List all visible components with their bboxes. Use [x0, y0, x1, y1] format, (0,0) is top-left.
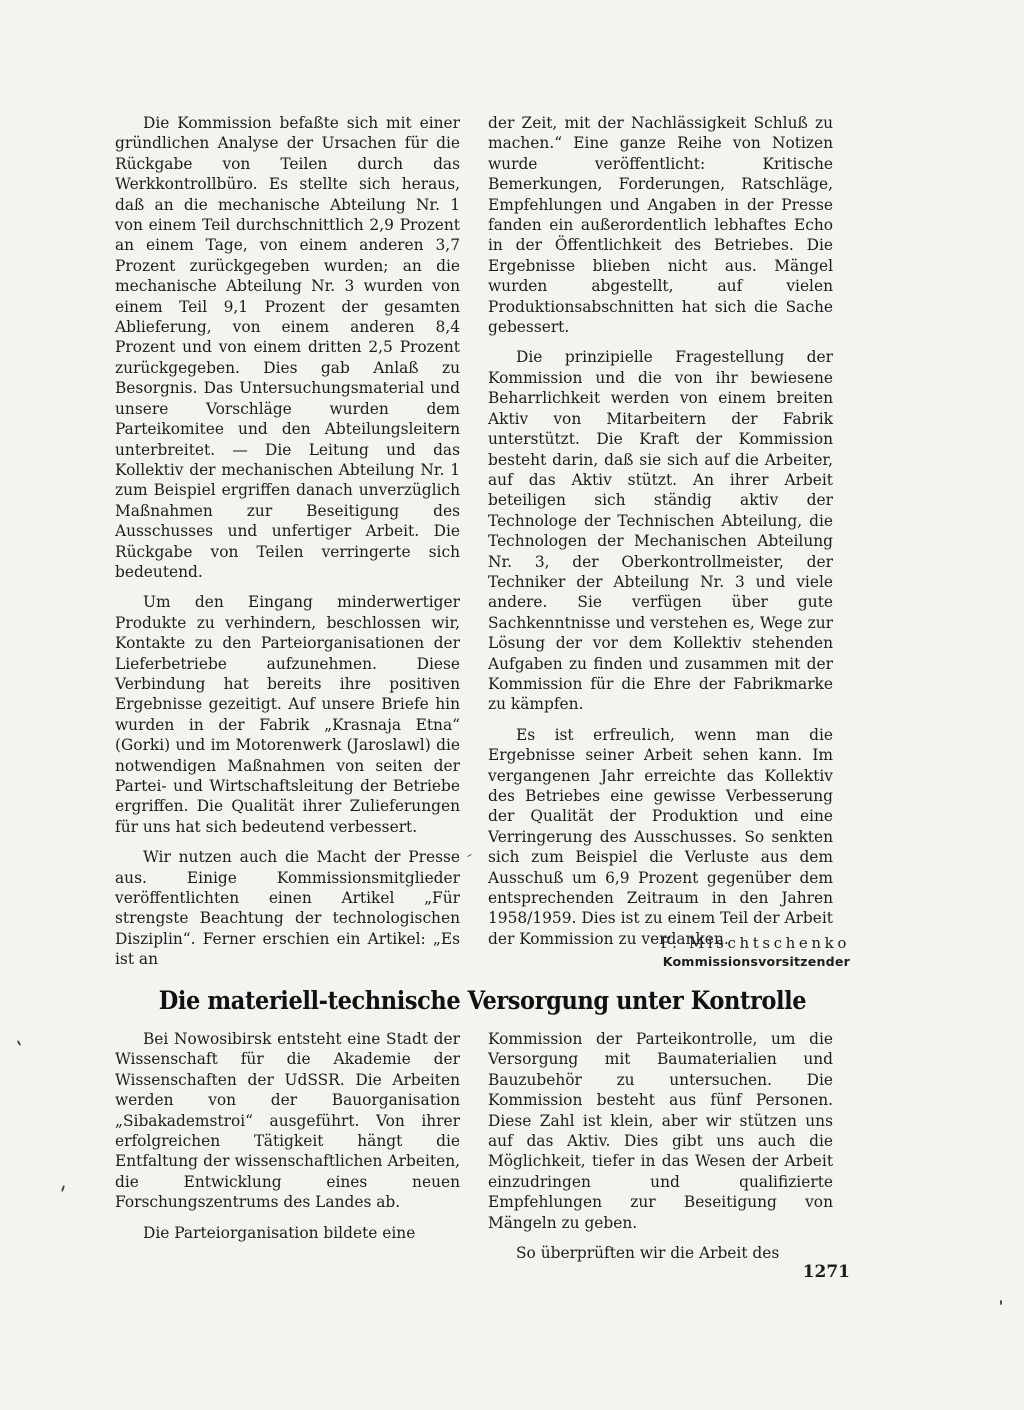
- article1-left-paragraph-2: Um den Eingang minderwertiger Produkte zu verhindern, beschlossen wir, Kontakte zu den Parteiorganisationen der Lieferbetriebe aufzunehmen. Diese Verbindung hat bereits ihre positiven Ergebnisse gezeitigt. Auf unsere Briefe hin wurden in der Fabrik „Krasnaja Etna“ (Gorki) und im Motorenwerk (Jaroslawl) die notwendigen Maßnahmen von seiten der Partei- und Wirtschaftsleitung der Betriebe ergriffen. Die Qualität ihrer Zulieferungen für uns hat sich bedeutend verbessert.: [115, 593, 460, 836]
- article2-right-column: [488, 1029, 833, 1273]
- article2-left-paragraph-1: Bei Nowosibirsk entsteht eine Stadt der Wissenschaft für die Akademie der Wissenschaften der UdSSR. Die Arbeiten werden von der Bauorganisation „Sibakademstroi“ ausgeführt. Von ihrer erfolgreichen Tätigkeit hängt die Entfaltung der wissenschaftlichen Arbeiten, die Entwicklung eines neuen Forschungszentrums des Landes ab.: [115, 1030, 460, 1212]
- article2-left-paragraph-2: Die Parteiorganisation bildete eine: [143, 1223, 416, 1242]
- article2-title: Die materiell-technische Versorgung unter Kontrolle: [158, 986, 807, 1015]
- signature-name: F. Mischtschenko: [660, 934, 850, 952]
- signature-role: Kommissionsvorsitzender: [662, 954, 850, 969]
- article2-right-paragraph-1: Kommission der Parteikontrolle, um die Versorgung mit Baumaterialien und Bauzubehör zu untersuchen. Die Kommission besteht aus fünf Personen. Diese Zahl ist klein, aber wir stützen uns auf das Aktiv. Dies gibt uns auch die Möglichkeit, tiefer in das Wesen der Arbeit einzudringen und qualifizierte Empfehlungen zur Beseitigung von Mängeln zu geben.: [488, 1030, 833, 1232]
- article1-left-paragraph-3: Wir nutzen auch die Macht der Presse aus. Einige Kommissionsmitglieder veröffentlichten einen Artikel „Für strengste Beachtung der technologischen Disziplin“. Ferner erschien ein Artikel: „Es ist an: [115, 848, 460, 969]
- article2-right-paragraph-2: So überprüften wir die Arbeit des: [516, 1244, 780, 1263]
- article1-left-paragraph-1: Die Kommission befaßte sich mit einer gründlichen Analyse der Ursachen für die Rückgabe von Teilen durch das Werkkontrollbüro. Es stellte sich heraus, daß an die mechanische Abteilung Nr. 1 von einem Teil durchschnittlich 2,9 Prozent an einem Tage, von einem anderen 3,7 Prozent zurückgegeben wurden; an die mechanische Abteilung Nr. 3 wurden von einem Teil 9,1 Prozent der gesamten Ablieferung, von einem anderen 8,4 Prozent und von einem dritten 2,5 Prozent zurückgegeben. Dies gab Anlaß zu Besorgnis. Das Untersuchungsmaterial und unsere Vorschläge wurden dem Parteikomitee und den Abteilungsleitern unterbreitet. — Die Leitung und das Kollektiv der mechanischen Abteilung Nr. 1 zum Beispiel ergriffen danach unverzüglich Maßnahmen zur Beseitigung des Ausschusses und unfertiger Arbeit. Die Rückgabe von Teilen verringerte sich bedeutend.: [115, 114, 460, 581]
- scan-speck: [1000, 1300, 1002, 1305]
- article2-left-column: [115, 1029, 460, 1253]
- article1-left-column: [115, 113, 460, 980]
- scan-speck: [17, 1040, 22, 1046]
- scan-speck: [61, 1185, 65, 1192]
- article1-right-paragraph-3: Es ist erfreulich, wenn man die Ergebnisse seiner Arbeit sehen kann. Im vergangenen Jahr erreichte das Kollektiv des Betriebes eine gewisse Verbesserung der Qualität der Produktion und eine Verringerung des Ausschusses. So senkten sich zum Beispiel die Verluste aus dem Ausschuß um 6,9 Prozent gegenüber dem entsprechenden Zeitraum in den Jahren 1958/1959. Dies ist zu einem Teil der Arbeit der Kommission zu verdanken.: [488, 725, 833, 948]
- page-number: 1271: [802, 1262, 850, 1282]
- article1-right-paragraph-1: der Zeit, mit der Nachlässigkeit Schluß zu machen.“ Eine ganze Reihe von Notizen wurde veröffentlicht: Kritische Bemerkungen, Forderungen, Ratschläge, Empfehlungen und Angaben in der Presse fanden ein außerordentlich lebhaftes Echo in der Öffentlichkeit des Betriebes. Die Ergebnisse blieben nicht aus. Mängel wurden abgestellt, auf vielen Produktionsabschnitten hat sich die Sache gebessert.: [488, 114, 833, 337]
- article1-right-paragraph-2: Die prinzipielle Fragestellung der Kommission und die von ihr bewiesene Beharrlichkeit werden von einem breiten Aktiv von Mitarbeitern der Fabrik unterstützt. Die Kraft der Kommission besteht darin, daß sie sich auf die Arbeiter, auf das Aktiv stützt. An ihrer Arbeit beteiligen sich ständig aktiv der Technologe der Technischen Abteilung, die Technologen der Mechanischen Abteilung Nr. 3, der Oberkontrollmeister, der Techniker der Abteilung Nr. 3 und viele andere. Sie verfügen über gute Sachkenntnisse und verstehen es, Wege zur Lösung der vor dem Kollektiv stehenden Aufgaben zu finden und zusammen mit der Kommission für die Ehre der Fabrikmarke zu kämpfen.: [488, 348, 833, 714]
- article1-right-column: [488, 113, 833, 959]
- scan-speck: [467, 854, 472, 857]
